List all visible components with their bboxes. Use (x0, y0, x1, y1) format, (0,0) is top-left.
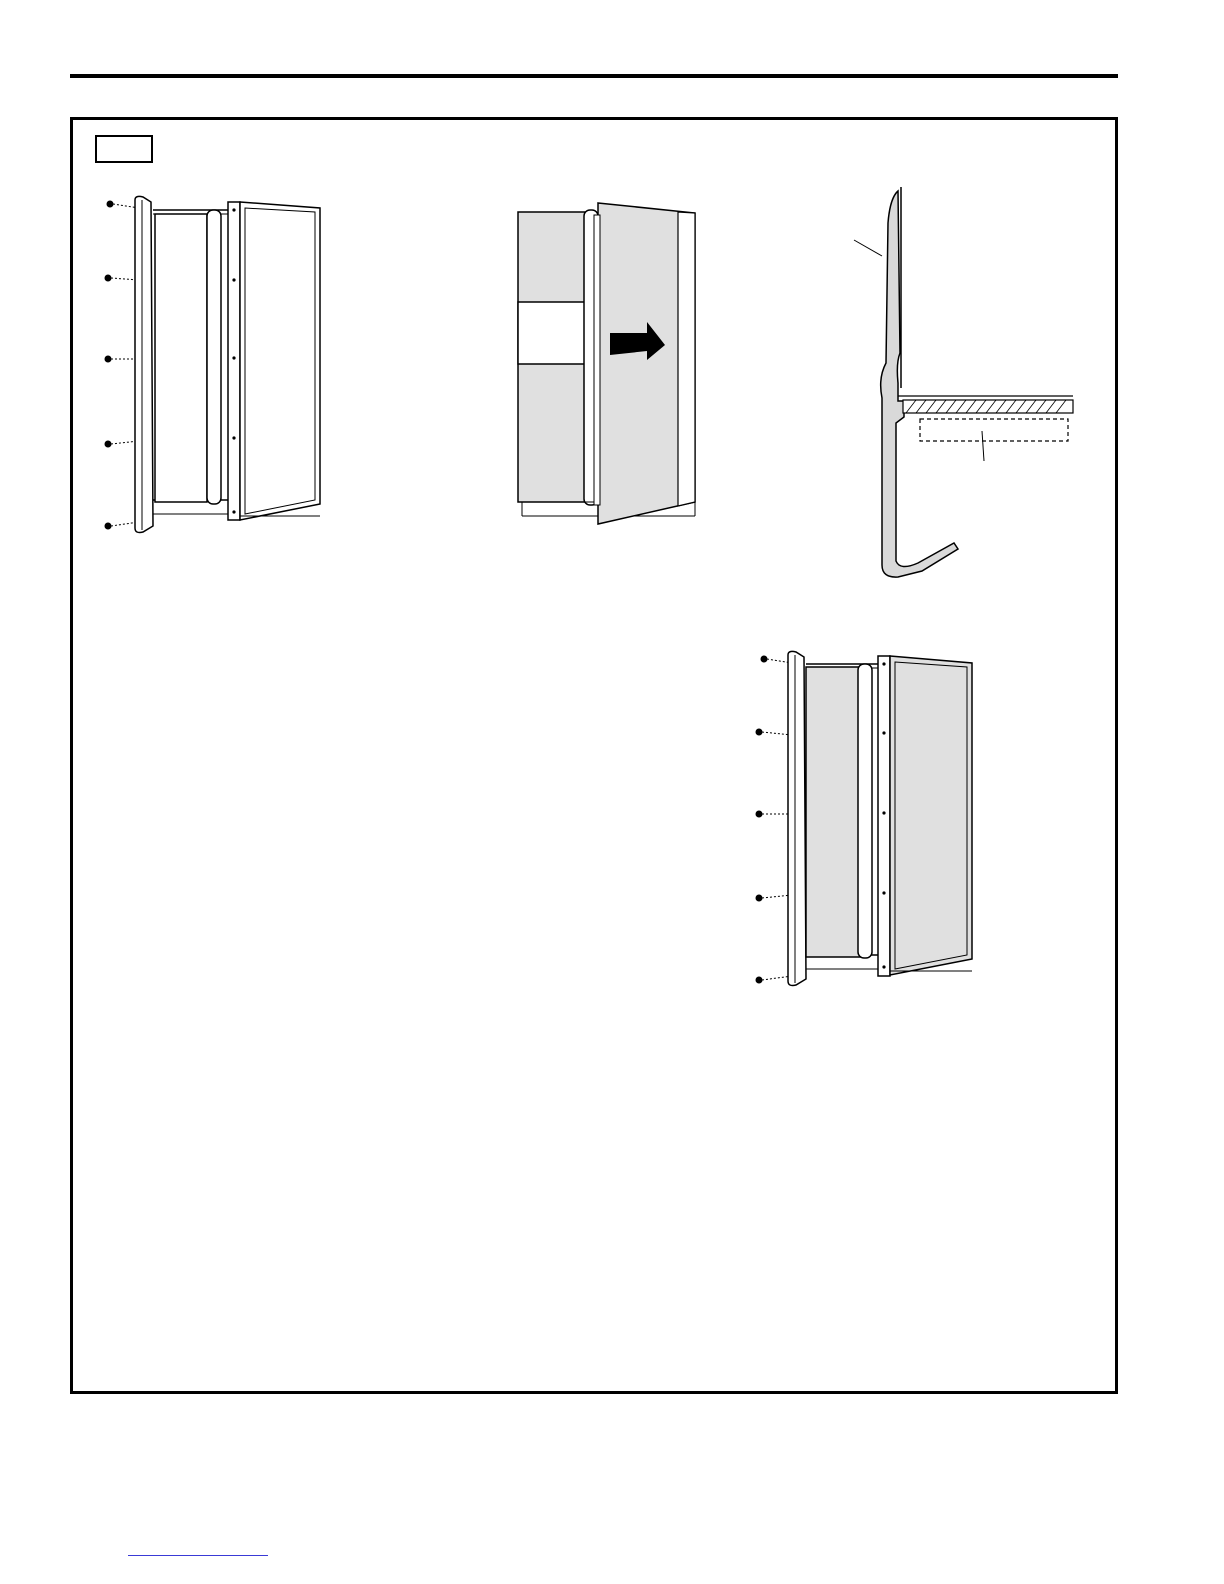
handle-bar (788, 651, 806, 985)
trim-cross-section-figure (840, 183, 1080, 583)
leader-line (982, 431, 984, 461)
trim-profile (881, 191, 958, 577)
screw-icon (107, 201, 139, 208)
screw-icon (105, 522, 139, 529)
screw-icon (756, 811, 792, 817)
screw-icon (756, 729, 792, 735)
header-rule (70, 74, 1118, 78)
screw-icon (105, 275, 139, 281)
handle-bar (135, 196, 153, 532)
screw-icon (105, 441, 139, 447)
screw-icon (756, 895, 792, 901)
door-handle-removal-figure (95, 190, 335, 540)
screw-icon (756, 976, 792, 983)
door-handle-reinstall-figure (750, 645, 990, 995)
footer-link-underline[interactable] (128, 1555, 268, 1556)
step-label-box (95, 135, 153, 163)
shelf-section (898, 396, 1073, 413)
screw-icon-group (105, 201, 139, 529)
screw-icon (105, 356, 139, 362)
leader-line (854, 240, 882, 256)
screw-icon-group (756, 656, 792, 983)
dashed-component (920, 419, 1068, 441)
door-slide-figure (510, 195, 710, 530)
